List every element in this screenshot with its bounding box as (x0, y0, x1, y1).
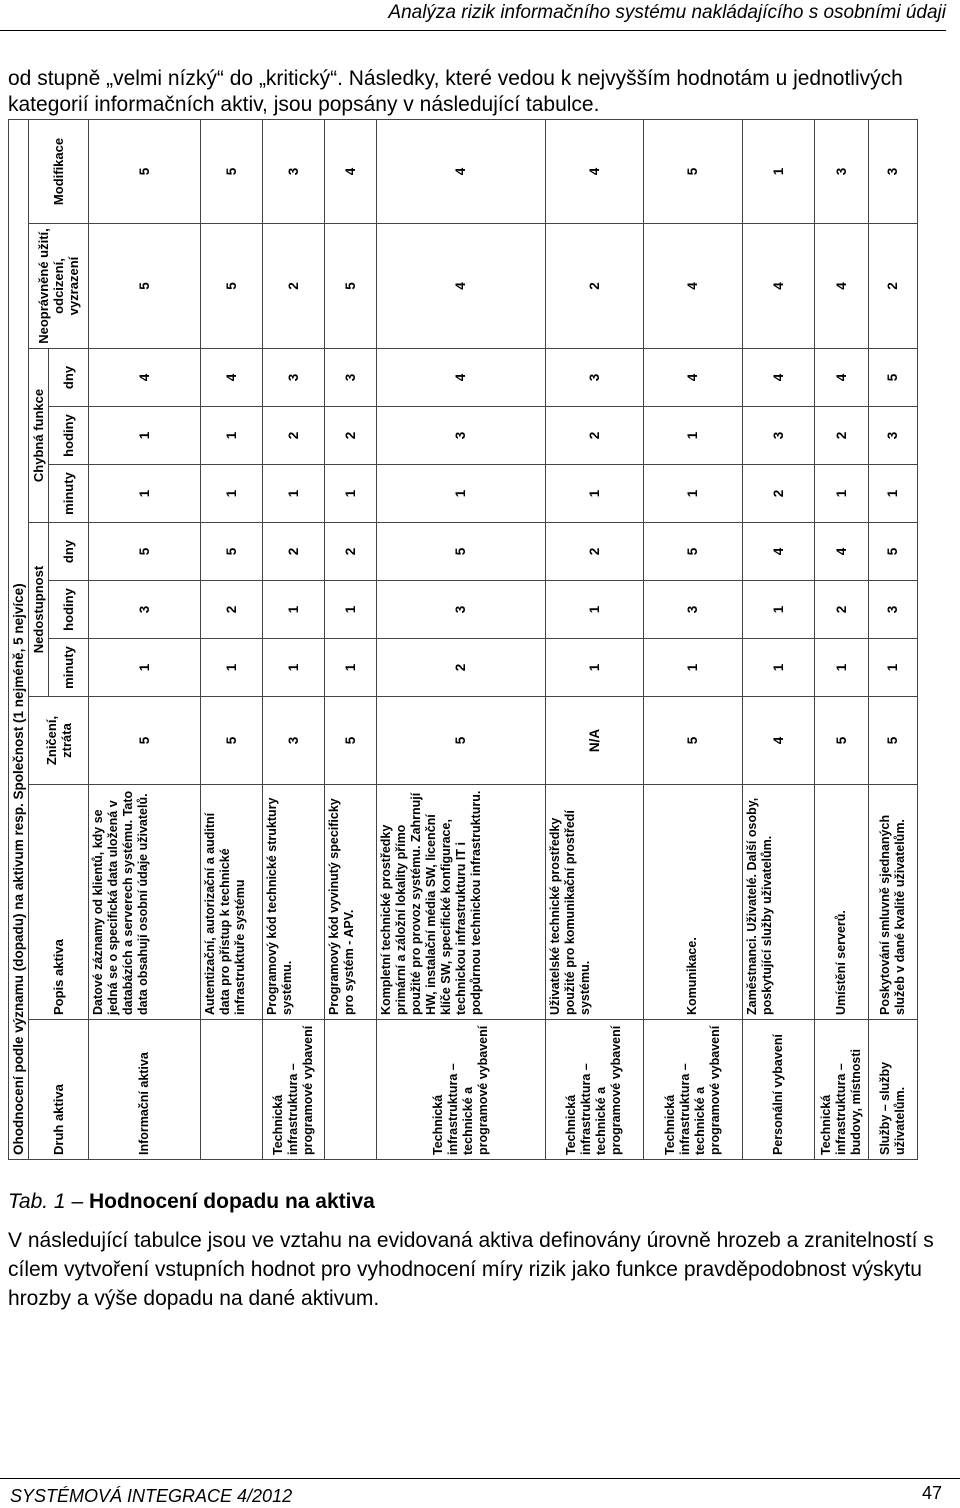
asset-description-cell: Kompletní technické prostředky primární a záložní lokality přímo použité pro provoz systému. Zahrnují HW, instalační média SW, licenční klíče SW, specifické konfigurace, technickou infrastrukturu IT i podpůrnou technickou infrastrukturu. (376, 785, 545, 1020)
value-cell: 4 (742, 523, 815, 581)
table-caption (8, 1190, 375, 1214)
value-cell: 3 (545, 349, 643, 407)
value-cell: 1 (89, 465, 201, 523)
value-cell: 1 (89, 407, 201, 465)
value-cell: 3 (742, 407, 815, 465)
value-cell: 5 (325, 697, 376, 785)
value-cell: 3 (263, 119, 325, 223)
table-row (644, 119, 742, 1159)
value-cell: 1 (201, 407, 263, 465)
value-cell: 3 (815, 119, 868, 223)
value-cell: 3 (325, 349, 376, 407)
asset-type-cell: Služby – služby uživatelům. (868, 1020, 917, 1160)
col-header-druh: Druh aktiva (29, 1020, 89, 1160)
table-row (325, 119, 376, 1159)
value-cell: 4 (815, 523, 868, 581)
value-cell: 2 (325, 407, 376, 465)
body-paragraph: V následující tabulce jsou ve vztahu na evidovaná aktiva definovány úrovně hrozeb a zranitelností s cílem vytvoření vstupních hodnot pro vyhodnocení míry rizik jako funkce pravděpodobnost výskytu hrozby a výše dopadu na dané aktivum. (8, 1229, 934, 1310)
value-cell: 1 (325, 465, 376, 523)
intro-paragraph: od stupně „velmi nízký“ do „kritický“. Následky, které vedou k nejvyšším hodnotám u jednotlivých kategorií informačních aktiv, jsou popsány v následující tabulce. (8, 67, 903, 116)
value-cell: 1 (201, 465, 263, 523)
value-cell: 5 (89, 523, 201, 581)
col-header-popis: Popis aktiva (29, 785, 89, 1020)
value-cell: 3 (376, 407, 545, 465)
value-cell: 4 (201, 349, 263, 407)
value-cell: 3 (644, 581, 742, 639)
value-cell: 1 (325, 639, 376, 697)
caption-dash: – (65, 1190, 89, 1213)
col-header-n-minuty: minuty (49, 639, 89, 697)
asset-description-cell: Uživatelské technické prostředky použité pro komunikační prostředí systému. (545, 785, 643, 1020)
asset-description-cell: Autentizační, autorizační a auditní data pro přístup k technické infrastruktuře systému (201, 785, 263, 1020)
value-cell: 4 (742, 349, 815, 407)
value-cell: 2 (376, 639, 545, 697)
value-cell: 3 (376, 581, 545, 639)
col-header-neopravnene: Neoprávněné užití, odcizení, vyzrazení (29, 224, 89, 349)
asset-description-cell: Komunikace. (644, 785, 742, 1020)
value-cell: 2 (201, 581, 263, 639)
asset-type-cell: Personální vybavení (742, 1020, 815, 1160)
value-cell: 1 (644, 407, 742, 465)
value-cell: 5 (201, 224, 263, 349)
asset-type-cell: Informační aktiva (89, 1020, 201, 1160)
value-cell: 5 (89, 119, 201, 223)
col-header-zniceni: Zničení, ztráta (29, 697, 89, 785)
value-cell: 1 (868, 639, 917, 697)
value-cell: 5 (376, 697, 545, 785)
value-cell: 1 (742, 119, 815, 223)
value-cell: 4 (545, 119, 643, 223)
value-cell: 1 (376, 465, 545, 523)
col-header-n-hodiny: hodiny (49, 581, 89, 639)
value-cell: 2 (263, 407, 325, 465)
table-row (263, 119, 325, 1159)
table-title: Ohodnocení podle významu (dopadu) na aktivum resp. Společnost (1 nejméně, 5 nejvíce) (9, 119, 29, 1159)
table-row (545, 119, 643, 1159)
value-cell: 1 (263, 465, 325, 523)
asset-type-cell: Technická infrastruktura – technické a programové vybavení (644, 1020, 742, 1160)
page-number: 47 (921, 1483, 942, 1503)
value-cell: 2 (868, 224, 917, 349)
asset-type-cell (201, 1020, 263, 1160)
value-cell: 5 (201, 119, 263, 223)
table-row (868, 119, 917, 1159)
impact-table (8, 119, 918, 1160)
value-cell: 3 (868, 581, 917, 639)
value-cell: 5 (89, 224, 201, 349)
value-cell: 5 (868, 697, 917, 785)
value-cell: 5 (89, 697, 201, 785)
value-cell: 4 (376, 224, 545, 349)
footer-rule (0, 1478, 960, 1479)
value-cell: 2 (742, 465, 815, 523)
value-cell: 1 (868, 465, 917, 523)
col-header-c-minuty: minuty (49, 465, 89, 523)
group-header-nedostupnost: Nedostupnost (29, 523, 49, 697)
running-header: Analýza rizik informačního systému nakládajícího s osobními údaji (0, 0, 946, 31)
value-cell: 5 (325, 224, 376, 349)
value-cell: 4 (644, 349, 742, 407)
value-cell: 4 (742, 224, 815, 349)
table-row (376, 119, 545, 1159)
caption-title: Hodnocení dopadu na aktiva (88, 1190, 375, 1213)
value-cell: 5 (644, 523, 742, 581)
value-cell: 2 (815, 581, 868, 639)
value-cell: 4 (742, 697, 815, 785)
value-cell: 1 (263, 639, 325, 697)
value-cell: 3 (868, 407, 917, 465)
asset-description-cell: Programový kód technické struktury systému. (263, 785, 325, 1020)
value-cell: 3 (89, 581, 201, 639)
value-cell: 4 (376, 119, 545, 223)
table-row (742, 119, 815, 1159)
value-cell: 3 (868, 119, 917, 223)
table-row (201, 119, 263, 1159)
asset-type-cell: Technická infrastruktura – technické a programové vybavení (545, 1020, 643, 1160)
value-cell: 5 (815, 697, 868, 785)
value-cell: 1 (545, 465, 643, 523)
value-cell: 2 (545, 523, 643, 581)
asset-description-cell: Zaměstnanci. Uživatelé. Další osoby, poskytující služby uživatelům. (742, 785, 815, 1020)
value-cell: 1 (742, 639, 815, 697)
value-cell: 2 (815, 407, 868, 465)
value-cell: 4 (815, 224, 868, 349)
asset-description-cell: Poskytování smluvně sjednaných služeb v dané kvalitě uživatelům. (868, 785, 917, 1020)
asset-type-cell: Technická infrastruktura – programové vybavení (263, 1020, 325, 1160)
value-cell: 1 (89, 639, 201, 697)
value-cell: 1 (545, 581, 643, 639)
col-header-n-dny: dny (49, 523, 89, 581)
asset-type-cell: Technická infrastruktura – budovy, místnosti (815, 1020, 868, 1160)
value-cell: 5 (201, 697, 263, 785)
table-row (89, 119, 201, 1159)
value-cell: 2 (263, 523, 325, 581)
value-cell: 1 (644, 465, 742, 523)
group-header-chybna-funkce: Chybná funkce (29, 349, 49, 523)
value-cell: 4 (89, 349, 201, 407)
value-cell: 4 (644, 224, 742, 349)
asset-description-cell: Umístění serverů. (815, 785, 868, 1020)
value-cell: 1 (545, 639, 643, 697)
value-cell: 2 (545, 224, 643, 349)
value-cell: 4 (376, 349, 545, 407)
col-header-c-dny: dny (49, 349, 89, 407)
value-cell: 2 (263, 224, 325, 349)
value-cell: 1 (325, 581, 376, 639)
asset-description-cell: Programový kód vyvinutý specificky pro systém - APV. (325, 785, 376, 1020)
value-cell: 3 (263, 349, 325, 407)
value-cell: 5 (644, 697, 742, 785)
value-cell: 4 (815, 349, 868, 407)
value-cell: 5 (376, 523, 545, 581)
col-header-c-hodiny: hodiny (49, 407, 89, 465)
value-cell: 5 (868, 349, 917, 407)
value-cell: 1 (263, 581, 325, 639)
value-cell: 1 (815, 465, 868, 523)
value-cell: 1 (815, 639, 868, 697)
table-row (815, 119, 868, 1159)
value-cell: N/A (545, 697, 643, 785)
value-cell: 1 (644, 639, 742, 697)
value-cell: 3 (263, 697, 325, 785)
journal-name: SYSTÉMOVÁ INTEGRACE 4/2012 (10, 1486, 293, 1506)
rotated-table-container (8, 120, 918, 1160)
caption-number: Tab. 1 (8, 1190, 66, 1213)
value-cell: 4 (325, 119, 376, 223)
col-header-modifikace: Modifikace (29, 119, 89, 223)
asset-description-cell: Datové záznamy od klientů, kdy se jedná se o specifická data uložená v databázích a serverech systému. Tato data obsahují osobní údaje uživatelů. (89, 785, 201, 1020)
value-cell: 1 (742, 581, 815, 639)
asset-type-cell (325, 1020, 376, 1160)
value-cell: 2 (545, 407, 643, 465)
value-cell: 1 (201, 639, 263, 697)
asset-type-cell: Technická infrastruktura – technické a programové vybavení (376, 1020, 545, 1160)
value-cell: 5 (201, 523, 263, 581)
value-cell: 5 (868, 523, 917, 581)
value-cell: 5 (644, 119, 742, 223)
value-cell: 2 (325, 523, 376, 581)
